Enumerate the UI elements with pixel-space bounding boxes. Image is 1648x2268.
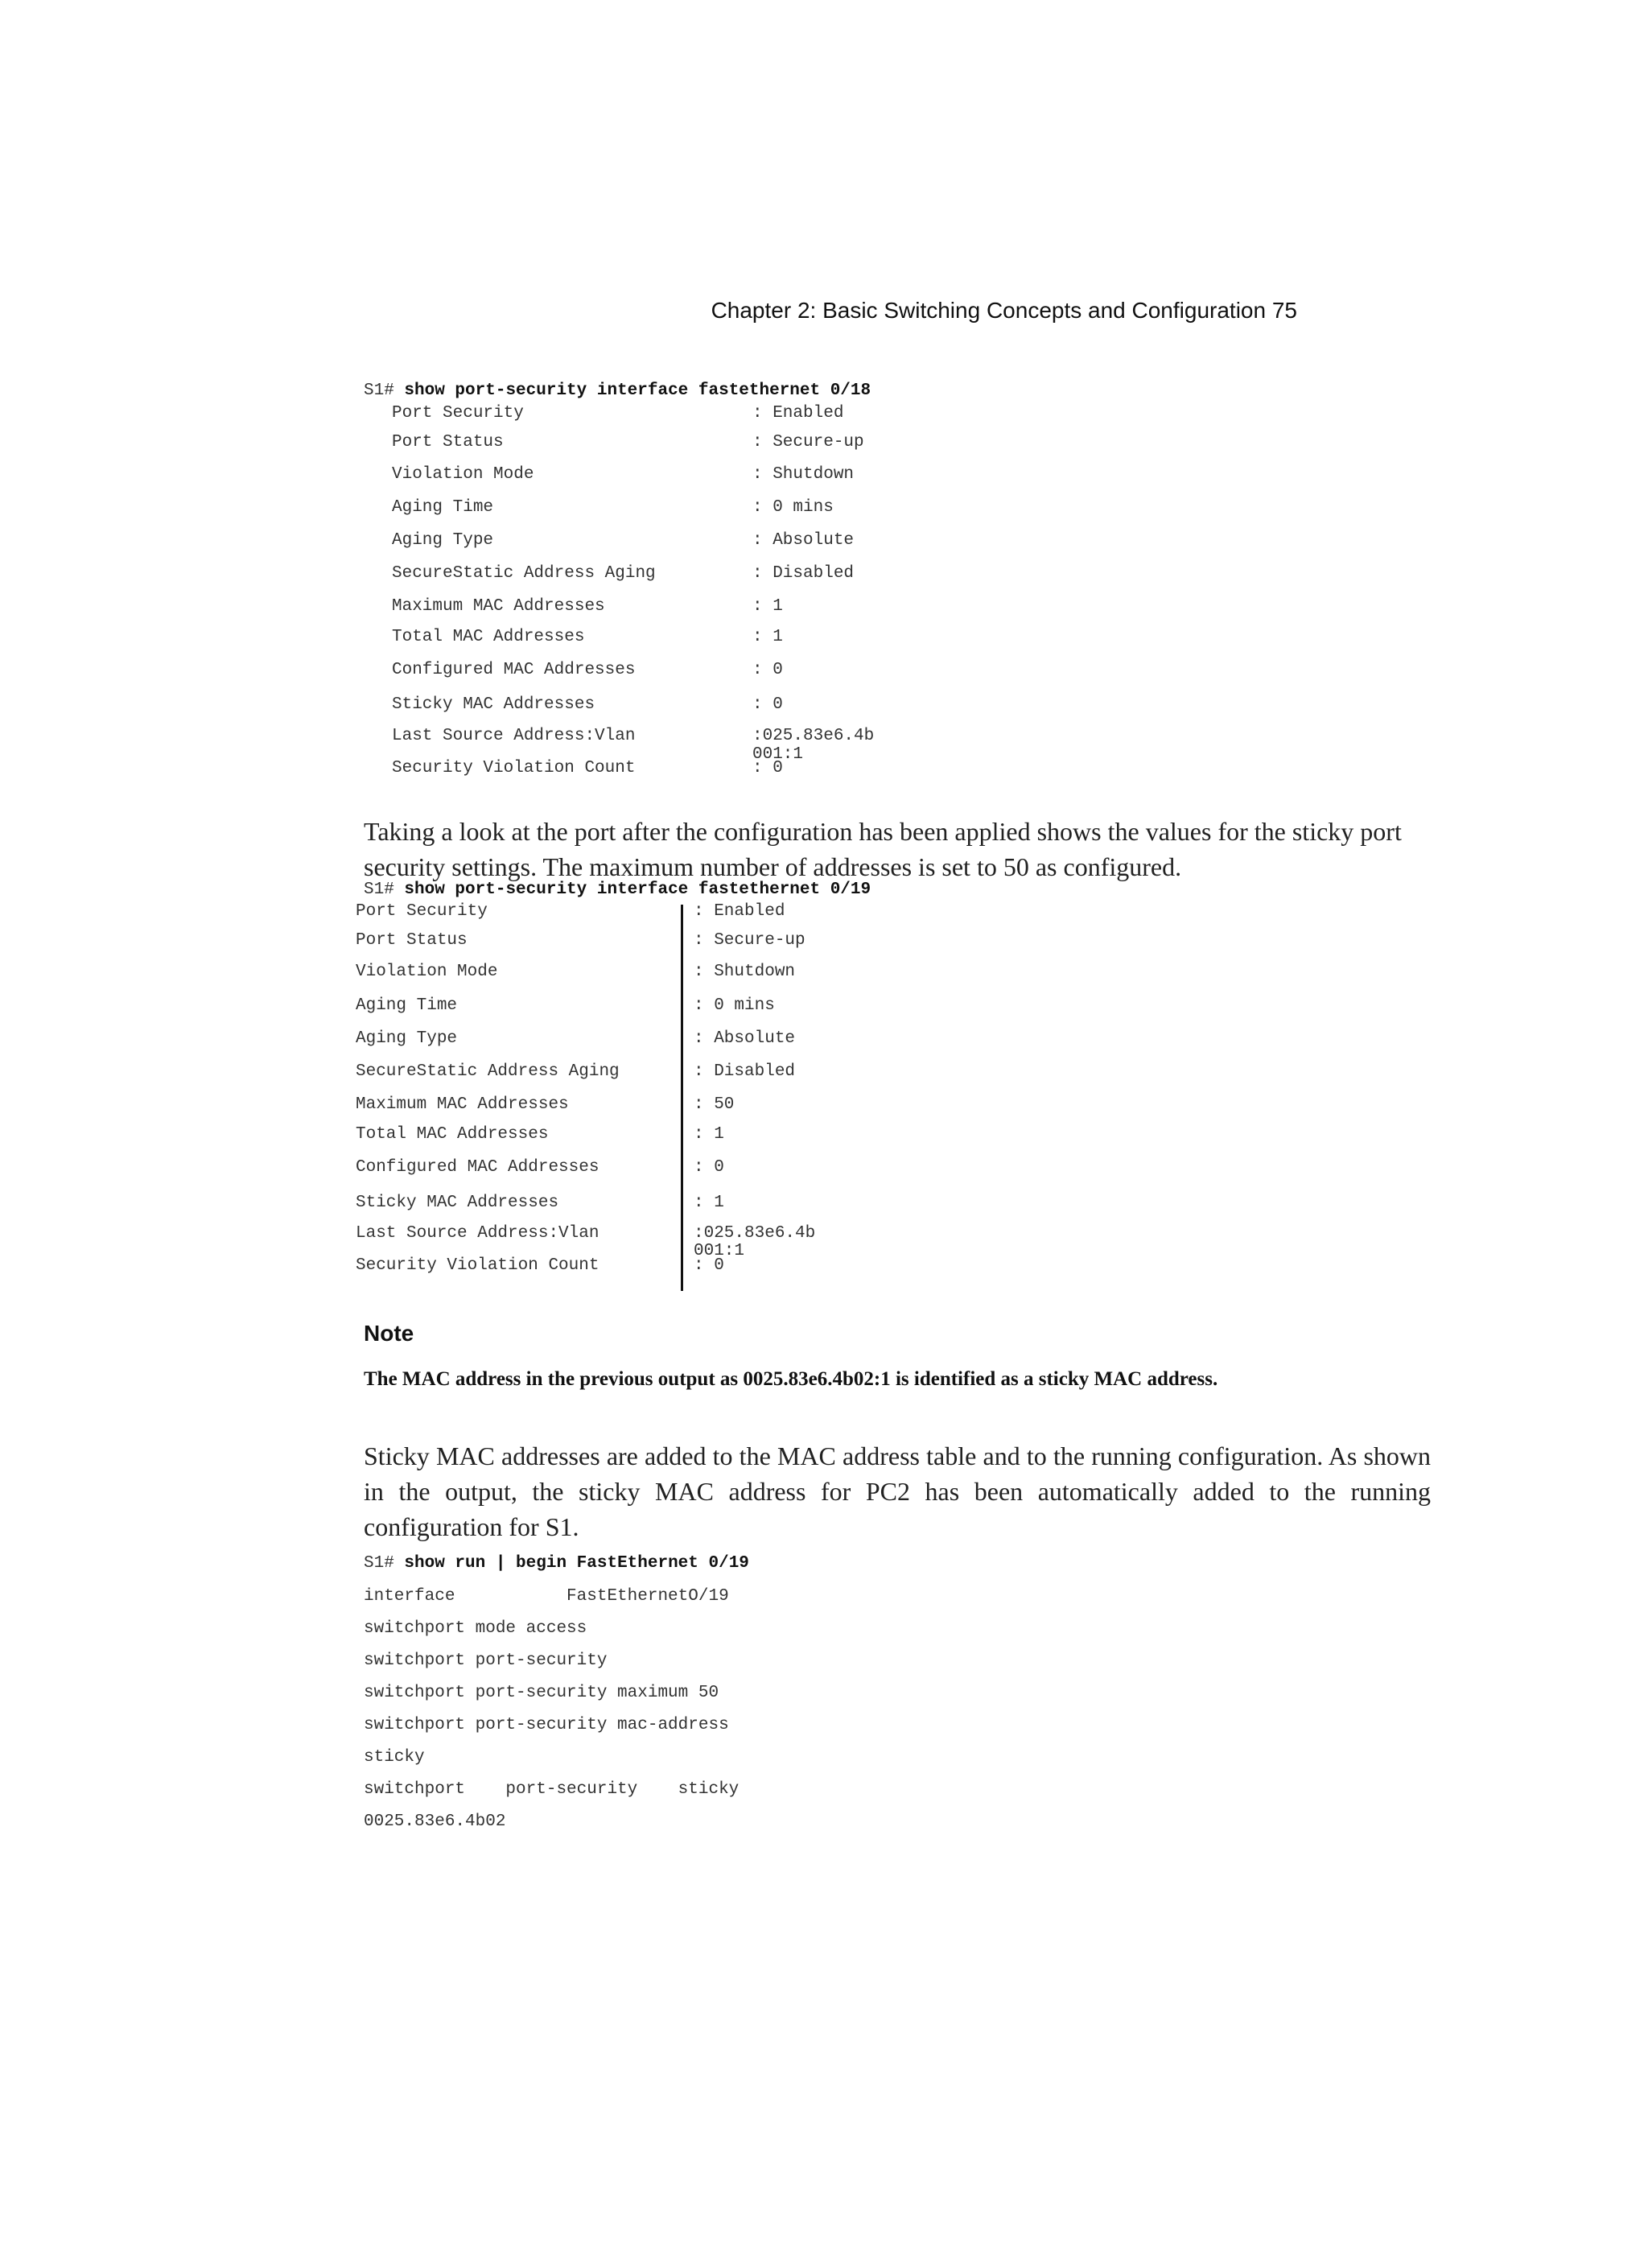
row-label: Port Security <box>356 902 488 921</box>
command-line-3 <box>364 1554 749 1573</box>
row-label: Configured MAC Addresses <box>356 1158 599 1177</box>
row-value: : Enabled <box>694 902 785 921</box>
row-value: : Shutdown <box>694 963 796 981</box>
row-label: Last Source Address:Vlan <box>356 1224 599 1243</box>
prompt: S1# <box>364 381 394 400</box>
row-label: Aging Time <box>392 498 494 517</box>
row-value: : 0 mins <box>694 996 775 1015</box>
row-value: : 0 <box>694 1256 724 1275</box>
config-line: switchport port-security <box>364 1652 608 1670</box>
row-value: 001:1 <box>752 745 804 764</box>
row-value: : 1 <box>694 1125 724 1144</box>
config-line: 0025.83e6.4b02 <box>364 1812 506 1831</box>
row-label: SecureStatic Address Aging <box>356 1062 620 1081</box>
config-line: interface FastEthernetO/19 <box>364 1587 729 1606</box>
command-line-1 <box>364 381 871 400</box>
row-value: : Absolute <box>694 1029 796 1048</box>
row-value: : 0 mins <box>752 498 834 517</box>
row-label: Sticky MAC Addresses <box>356 1194 559 1212</box>
note-title: Note <box>364 1321 414 1346</box>
column-divider <box>681 905 683 1291</box>
row-value: : 0 <box>694 1158 724 1177</box>
row-value: : Secure-up <box>752 433 864 452</box>
body-paragraph-2: Sticky MAC addresses are added to the MAC address table and to the running configuration. As shown in the output, the sticky MAC address for PC2 has been automatically added to the running configuration for S1. <box>364 1441 1431 1541</box>
command-text: show port-security interface fastethernet 0/18 <box>404 381 871 400</box>
row-label: Maximum MAC Addresses <box>392 597 605 616</box>
prompt: S1# <box>364 880 394 899</box>
row-label: Maximum MAC Addresses <box>356 1095 569 1114</box>
config-line: switchport port-security maximum 50 <box>364 1684 719 1702</box>
row-value: : 0 <box>752 759 783 777</box>
row-label: Aging Time <box>356 996 458 1015</box>
row-value: : Shutdown <box>752 465 855 484</box>
command-line-2 <box>364 880 871 899</box>
row-label: Security Violation Count <box>392 759 636 777</box>
row-value: :025.83e6.4b <box>752 727 875 745</box>
config-line: switchport mode access <box>364 1619 587 1638</box>
row-label: Total MAC Addresses <box>356 1125 549 1144</box>
config-line: sticky <box>364 1748 425 1767</box>
row-value: : 50 <box>694 1095 735 1114</box>
body-paragraph-1: Taking a look at the port after the configuration has been applied shows the values for the sticky port security settings. The maximum number of addresses is set to 50 as configured. <box>364 817 1402 881</box>
config-line: switchport port-security sticky <box>364 1780 740 1799</box>
row-label: Configured MAC Addresses <box>392 661 636 679</box>
row-label: SecureStatic Address Aging <box>392 564 656 583</box>
note-text: The MAC address in the previous output as 0025.83e6.4b02:1 is identified as a sticky MAC address. <box>364 1368 1218 1390</box>
row-value: : 1 <box>752 597 783 616</box>
row-value: : 0 <box>752 661 783 679</box>
row-label: Port Security <box>392 404 524 423</box>
row-label: Last Source Address:Vlan <box>392 727 636 745</box>
row-value: : Disabled <box>752 564 855 583</box>
row-value: : Enabled <box>752 404 844 423</box>
row-label: Sticky MAC Addresses <box>392 695 595 714</box>
row-label: Port Status <box>356 931 468 950</box>
command-text: show port-security interface fastethernet 0/19 <box>404 880 871 899</box>
prompt: S1# <box>364 1554 394 1573</box>
row-label: Port Status <box>392 433 504 452</box>
row-value: :025.83e6.4b <box>694 1224 816 1243</box>
row-label: Security Violation Count <box>356 1256 599 1275</box>
row-label: Violation Mode <box>392 465 534 484</box>
row-value: : 1 <box>694 1194 724 1212</box>
config-line: switchport port-security mac-address <box>364 1716 729 1734</box>
row-label: Violation Mode <box>356 963 498 981</box>
row-label: Total MAC Addresses <box>392 628 585 646</box>
running-head: Chapter 2: Basic Switching Concepts and Configuration 75 <box>711 298 1297 323</box>
row-value: : Absolute <box>752 531 855 550</box>
command-text: show run | begin FastEthernet 0/19 <box>404 1554 749 1573</box>
row-label: Aging Type <box>356 1029 458 1048</box>
row-value: : Disabled <box>694 1062 796 1081</box>
row-value: : 0 <box>752 695 783 714</box>
row-value: : 1 <box>752 628 783 646</box>
row-label: Aging Type <box>392 531 494 550</box>
row-value: : Secure-up <box>694 931 805 950</box>
row-value: 001:1 <box>694 1242 745 1260</box>
